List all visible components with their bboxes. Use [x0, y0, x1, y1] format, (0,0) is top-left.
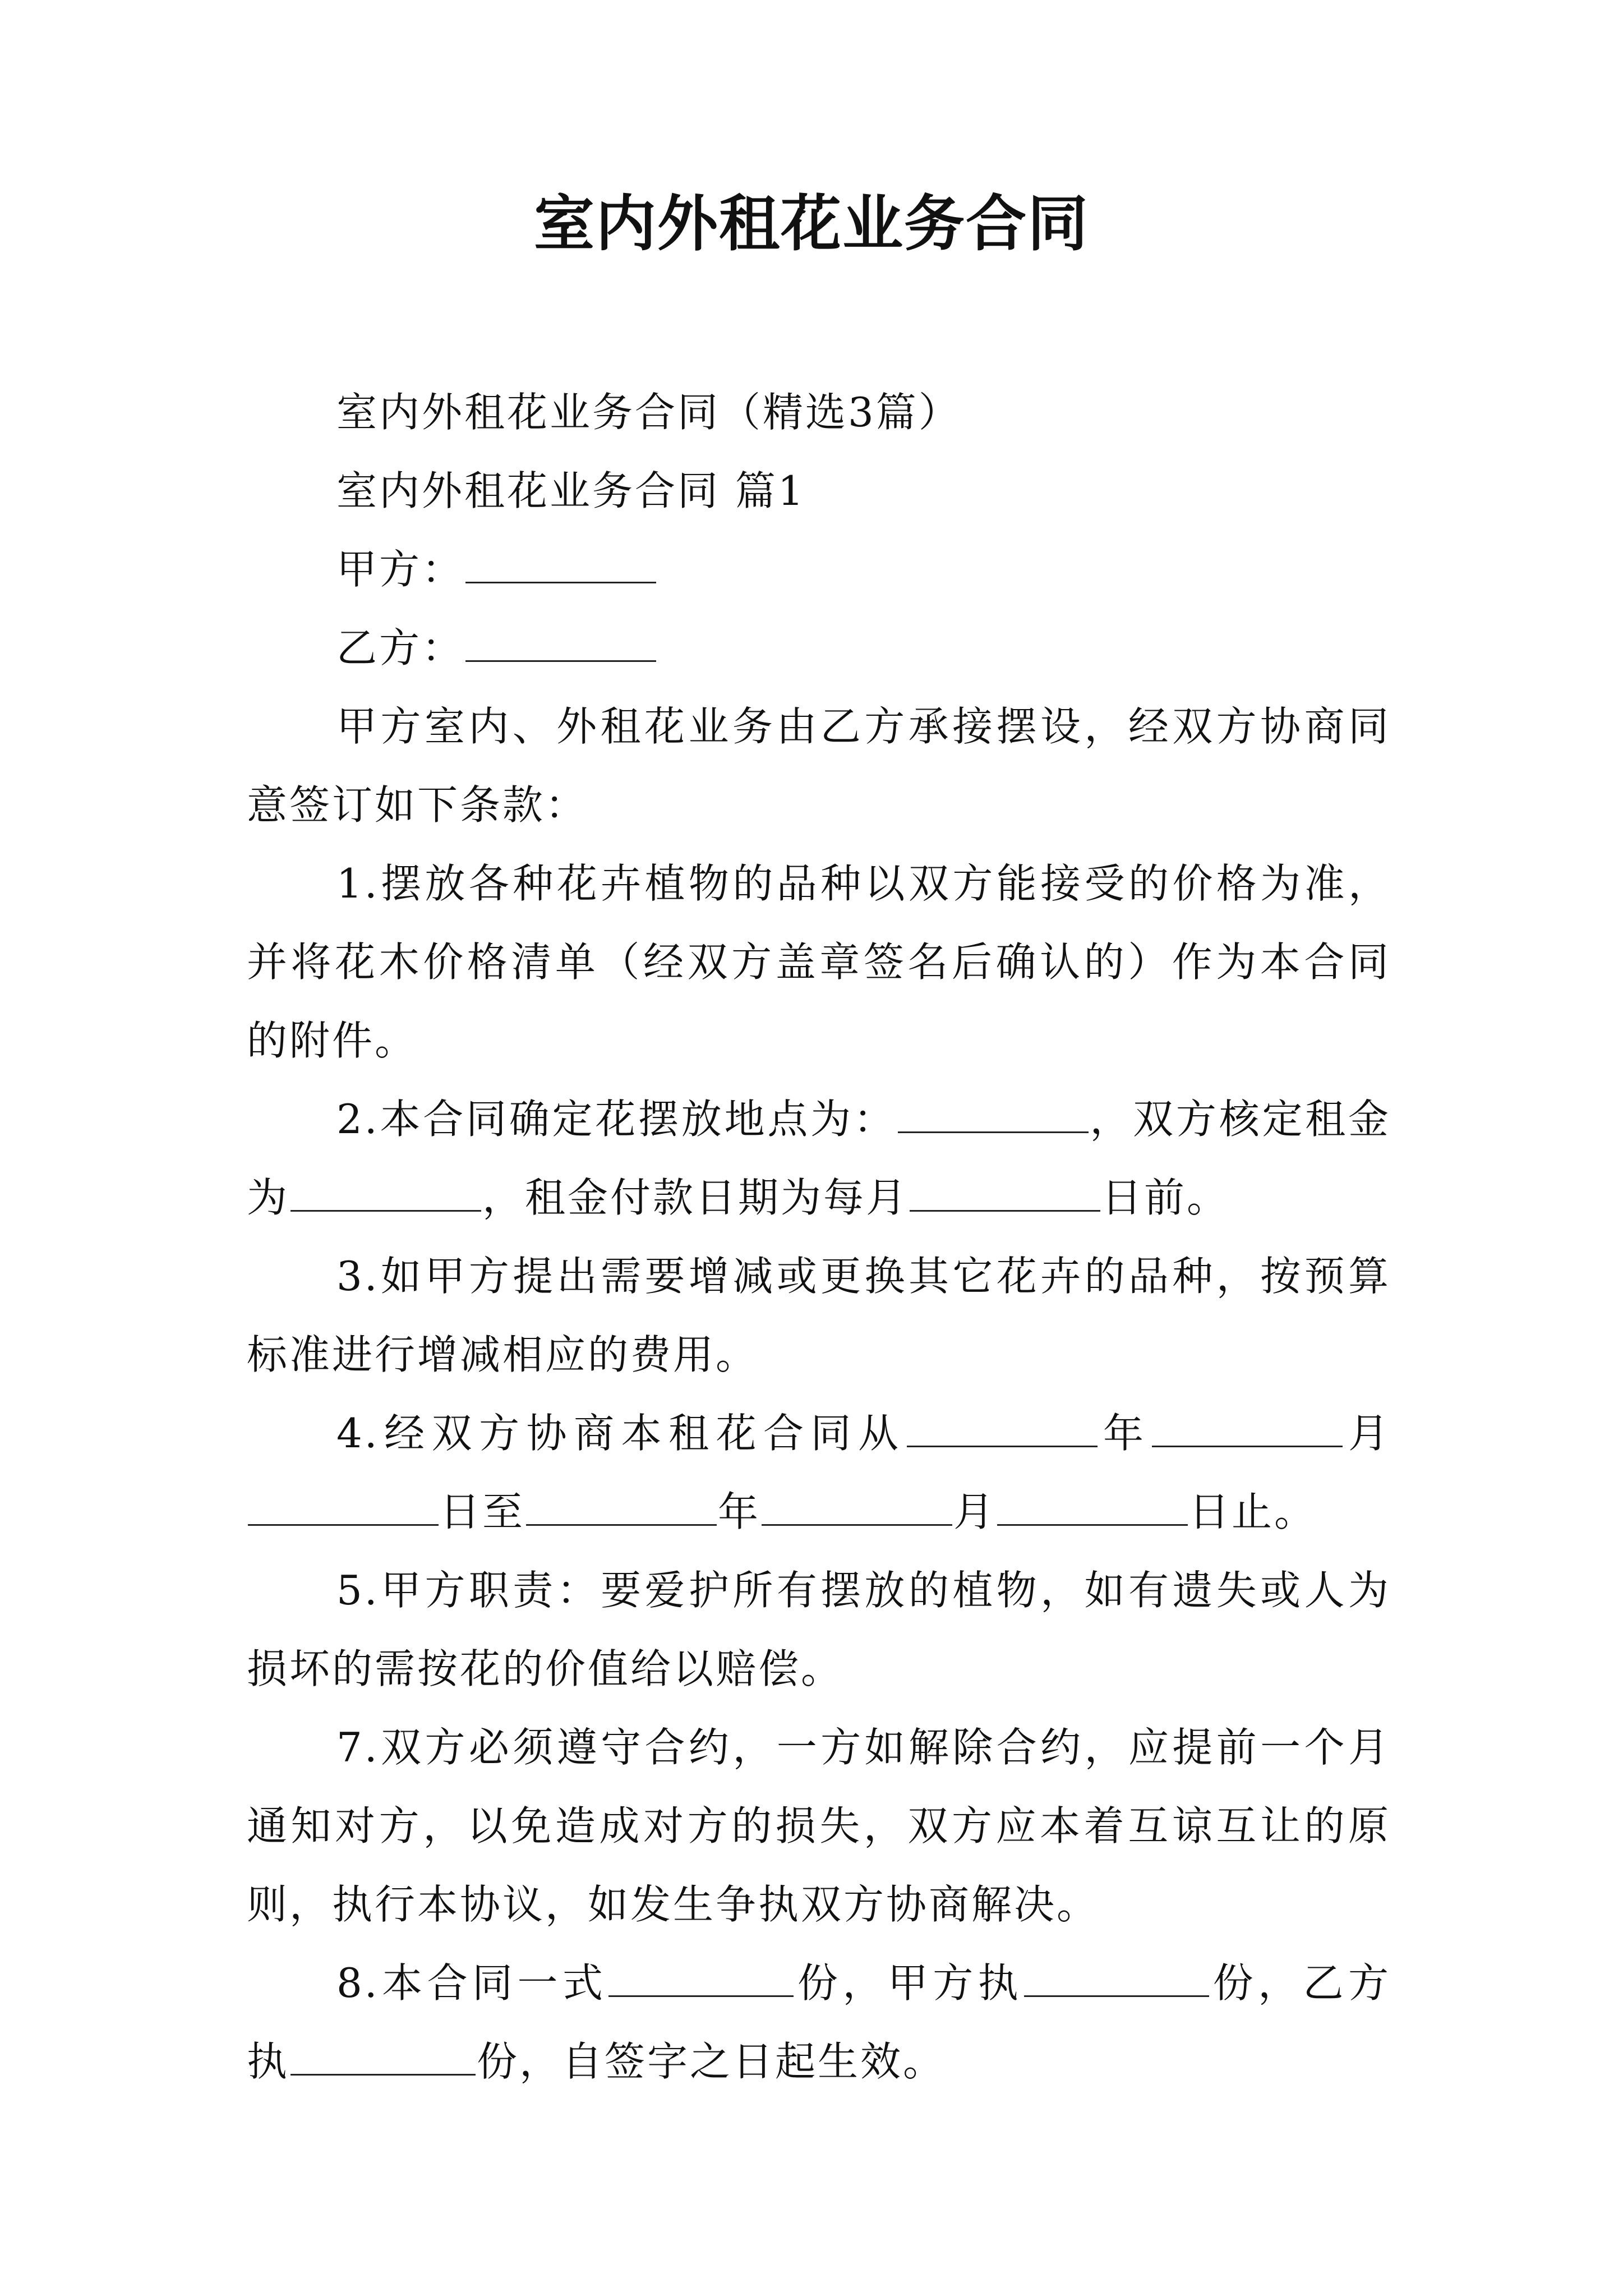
party-a-copies-blank	[1024, 1955, 1209, 1997]
party-a-label: 甲方：	[336, 546, 465, 593]
end-month-blank	[762, 1484, 952, 1526]
clause-2-text-1: 2.本合同确定花摆放地点为：	[336, 1096, 897, 1143]
start-day-blank	[248, 1484, 439, 1526]
clause-4-month-2: 月	[953, 1488, 997, 1535]
intro-paragraph: 甲方室内、外租花业务由乙方承接摆设，经双方协商同意签订如下条款：	[247, 703, 1391, 829]
party-b-copies-blank	[291, 2033, 476, 2076]
party-b-line	[247, 609, 1391, 687]
clause-8	[247, 1944, 1391, 2101]
document-title: 室内外租花业务合同	[533, 188, 1089, 259]
party-b-blank	[465, 620, 656, 662]
payment-day-blank	[910, 1170, 1100, 1212]
party-b-label: 乙方：	[336, 624, 465, 671]
copies-total-blank	[608, 1955, 794, 1997]
location-blank	[898, 1091, 1089, 1133]
clause-1: 1.摆放各种花卉植物的品种以双方能接受的价格为准，并将花木价格清单（经双方盖章签名后确认的）作为本合同的附件。	[247, 860, 1391, 1064]
clause-2	[247, 1080, 1391, 1237]
clause-2-text-4: 日前。	[1101, 1174, 1230, 1221]
end-day-blank	[997, 1484, 1188, 1526]
clause-7: 7.双方必须遵守合约，一方如解除合约，应提前一个月通知对方，以免造成对方的损失，双方应本着互谅互让的原则，执行本协议，如发生争执双方协商解决。	[247, 1724, 1391, 1928]
party-a-blank	[465, 541, 656, 583]
clause-4-day-end: 日止。	[1189, 1488, 1317, 1535]
clause-4-year-1: 年	[1098, 1410, 1151, 1457]
clause-8-text-1: 8.本合同一式	[336, 1959, 608, 2007]
clause-4	[247, 1394, 1391, 1551]
clause-2-text-2: ，双方核定租金为	[247, 1096, 1391, 1221]
clause-8-text-2: 份，甲方执	[795, 1959, 1023, 2007]
section-heading: 室内外租花业务合同 篇1	[336, 467, 806, 514]
clause-4-year-2: 年	[718, 1488, 761, 1535]
start-year-blank	[907, 1405, 1098, 1447]
clause-4-text-1: 4.经双方协商本租花合同从	[336, 1410, 906, 1457]
end-year-blank	[526, 1484, 717, 1526]
clause-4-month-1: 月	[1343, 1410, 1391, 1457]
clause-5: 5.甲方职责：要爱护所有摆放的植物，如有遗失或人为损坏的需按花的价值给以赔偿。	[247, 1567, 1391, 1692]
clause-4-day-to: 日至	[440, 1488, 525, 1535]
subtitle: 室内外租花业务合同（精选3篇）	[336, 389, 961, 436]
document-body	[247, 373, 1391, 2101]
party-a-line	[247, 530, 1391, 609]
start-month-blank	[1152, 1405, 1343, 1447]
clause-3: 3.如甲方提出需要增减或更换其它花卉的品种，按预算标准进行增减相应的费用。	[247, 1253, 1391, 1378]
clause-8-text-4: 份，自签字之日起生效。	[477, 2038, 946, 2085]
rent-amount-blank	[291, 1170, 481, 1212]
clause-8-text-3: 份，乙方执	[247, 1959, 1391, 2085]
clause-2-text-3: ，租金付款日期为每月	[482, 1174, 909, 1221]
